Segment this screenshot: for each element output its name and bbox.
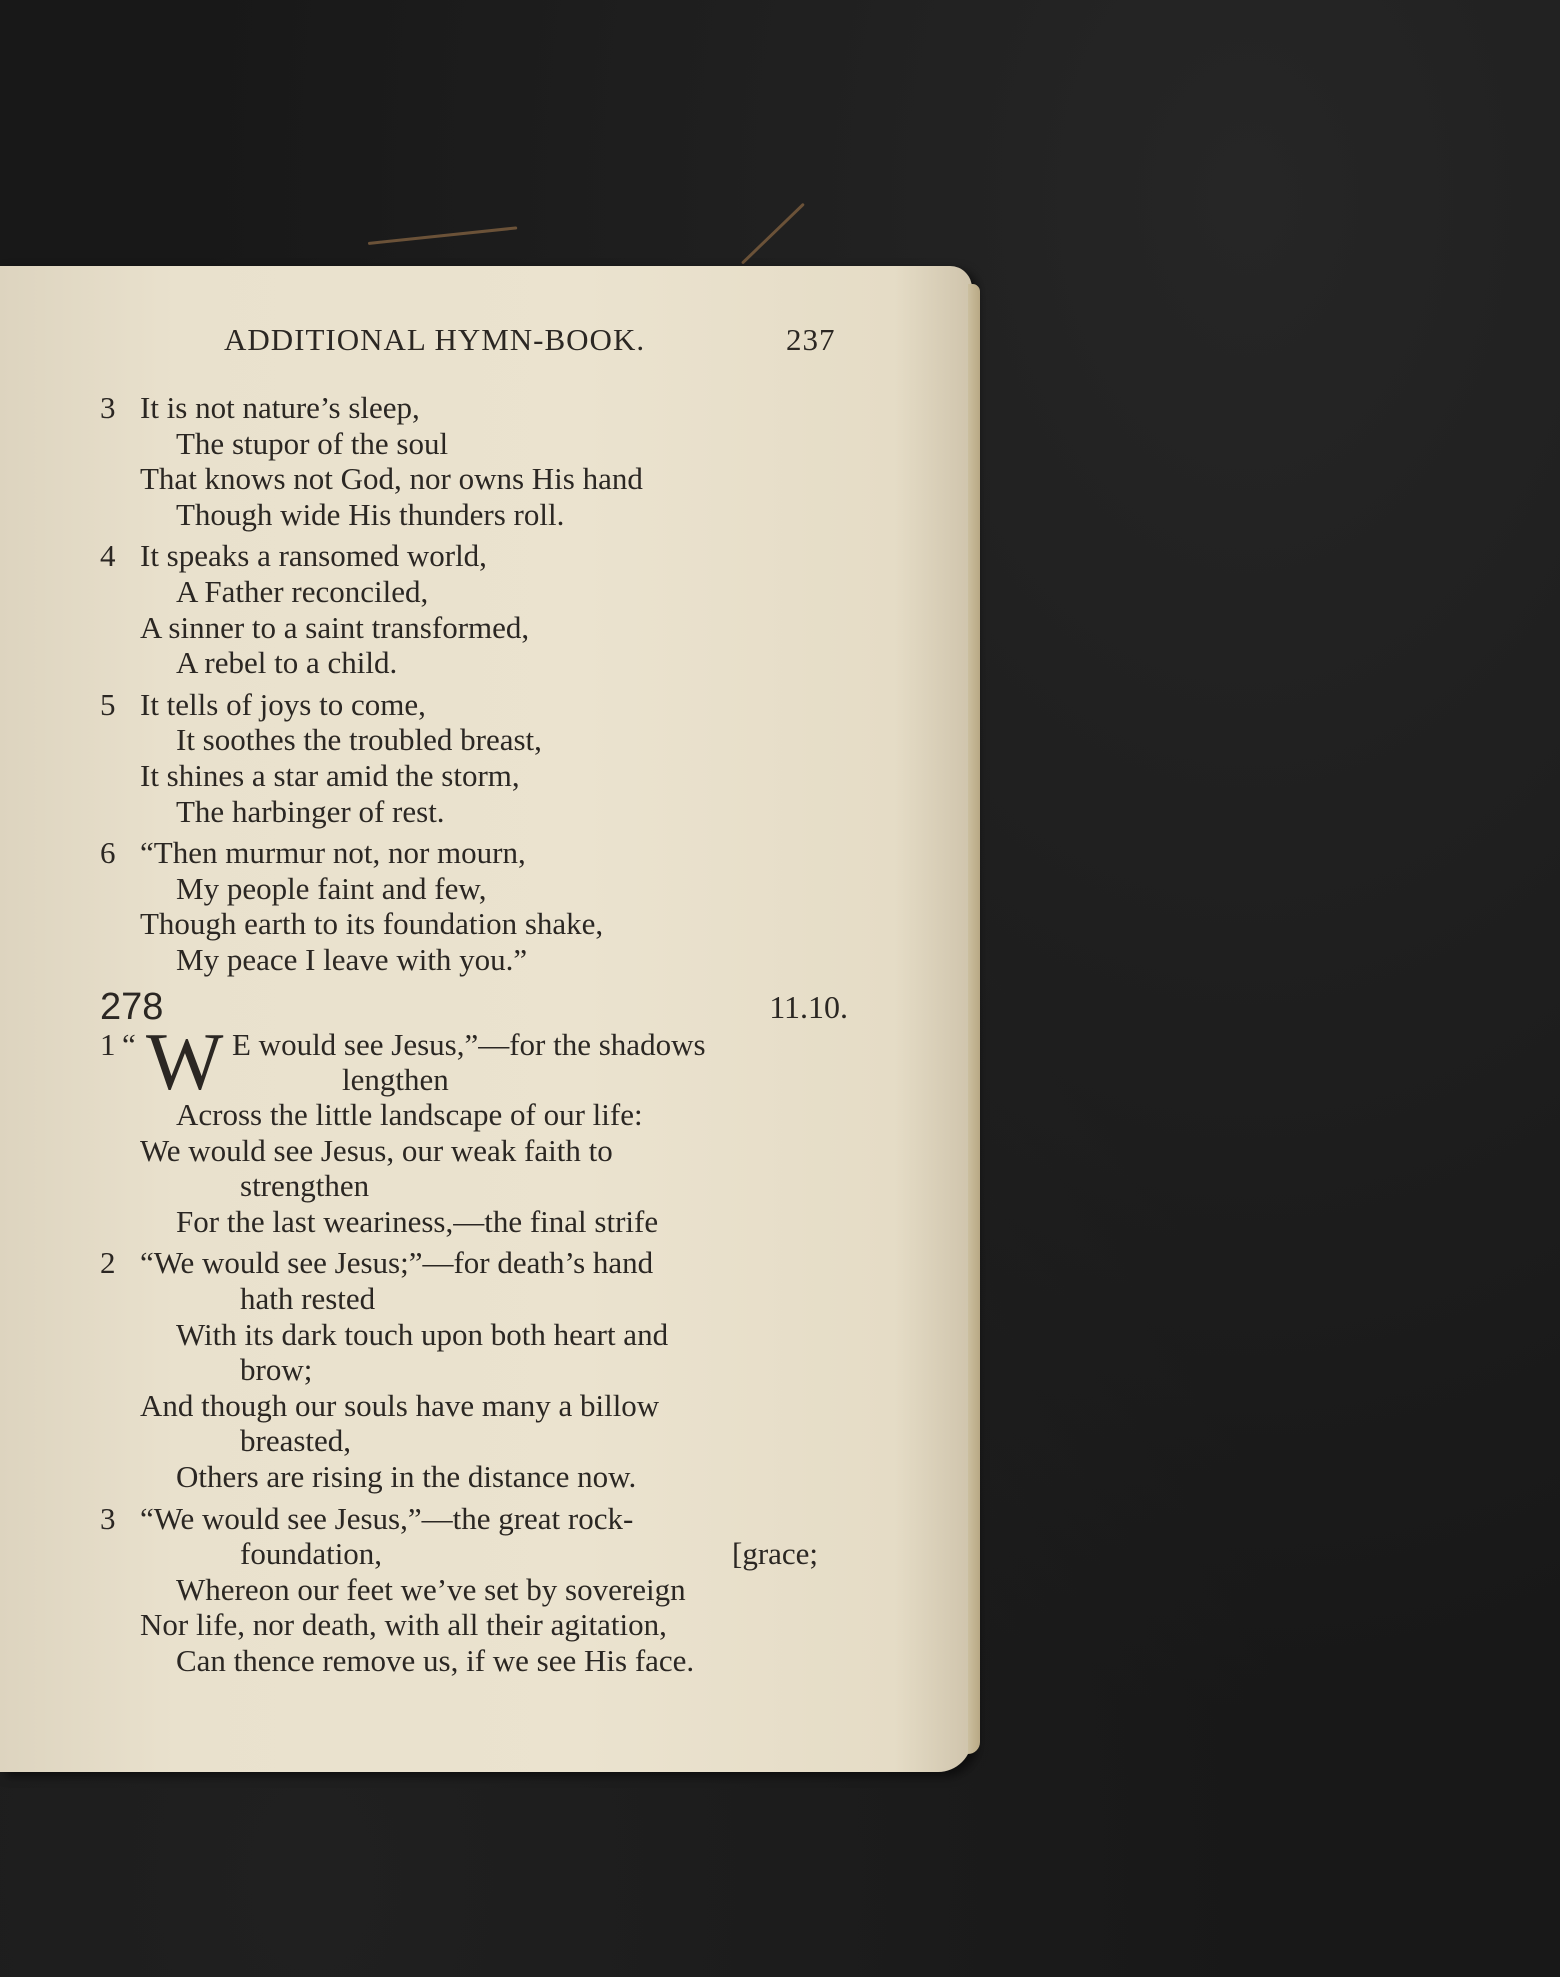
verse-6 [100,835,860,977]
verse-line-text: With its dark touch upon both heart and [176,1316,669,1352]
drop-cap: W [146,1016,224,1108]
verse-line [100,942,860,978]
verse-4 [100,538,860,680]
verse-line [100,1097,860,1133]
verse-line [100,645,860,681]
verse-line-text: The stupor of the soul [176,425,449,461]
page-number: 237 [786,322,836,357]
verse-line-text: “We would see Jesus;”—for death’s hand [140,1245,654,1281]
verse-line-text: It soothes the troubled breast, [176,722,542,758]
verse-line [100,1459,860,1495]
verse-line [100,610,860,646]
open-quote: “ [122,1027,136,1063]
verse-line-text: E would see Jesus,”—for the shadows [232,1027,706,1063]
verse-line-text: It speaks a ransomed world, [140,538,487,574]
verse-line-text: Though earth to its foundation shake, [140,906,604,942]
verse-line [100,1572,860,1608]
verse-line-text: “We would see Jesus,”—the great rock- [140,1500,634,1536]
verse-line-text: Though wide His thunders roll. [176,496,565,532]
verse-line-continuation: lengthen [342,1062,449,1098]
verse-line-text: Others are rising in the distance now. [176,1459,637,1495]
verse-line-text: Nor life, nor death, with all their agitation, [140,1607,667,1643]
hymn-278-verse-3 [100,1501,860,1679]
verse-line [100,835,860,871]
verse-line [100,758,860,794]
verse-number: 2 [100,1245,116,1281]
verse-number: 1 [100,1027,116,1063]
verse-line [100,722,860,758]
verse-5 [100,687,860,829]
verse-line-text: For the last weariness,—the final strife [176,1203,659,1239]
verse-line-text: Can thence remove us, if we see His face. [176,1643,695,1678]
verse-line-text: It is not nature’s sleep, [140,390,420,425]
verse-line-text: A Father reconciled, [176,573,429,609]
verse-line-continuation: brow; [240,1352,313,1388]
verse-line [100,1133,860,1169]
verse-number: 3 [100,1500,116,1536]
verse-line [100,574,860,610]
page-edge [968,284,980,1754]
verse-line-text: My people faint and few, [176,870,487,906]
verse-line-text: It shines a star amid the storm, [140,757,520,793]
verse-line [100,1281,860,1317]
verse-line [100,1607,860,1643]
verse-line [100,1501,860,1537]
verse-line [100,1388,860,1424]
verse-line [100,906,860,942]
hymn-278-verse-1 [100,1016,860,1239]
verse-line-text: My peace I leave with you.” [176,941,528,977]
verse-line-text: That knows not God, nor owns His hand [140,461,643,497]
verse-line-continuation: breasted, [240,1423,352,1459]
verse-line [100,497,860,533]
hymn-278-verse-2 [100,1245,860,1494]
verse-line-text: Across the little landscape of our life: [176,1097,643,1133]
running-title: ADDITIONAL HYMN-BOOK. [224,322,646,357]
hymn-meter: 11.10. [769,988,848,1025]
verse-line [100,1204,860,1240]
verse-number: 5 [100,686,116,722]
hymn-number: 278 [100,985,164,1028]
verse-line-text: We would see Jesus, our weak faith to [140,1132,613,1168]
verse-line [100,1245,860,1281]
verse-line [100,871,860,907]
verse-line [100,390,860,426]
verse-line-continuation: foundation, [240,1536,383,1572]
verse-line-text: Whereon our feet we’ve set by sovereign [176,1571,686,1607]
verse-line-text: The harbinger of rest. [176,793,445,829]
verse-line [100,1317,860,1353]
verse-number: 4 [100,538,116,574]
verse-line [100,461,860,497]
verse-line [100,426,860,462]
verse-number: 6 [100,835,116,871]
dropcap-line [100,1016,860,1108]
verse-number: 3 [100,390,116,425]
verse-line-text: A sinner to a saint transformed, [140,609,530,645]
verse-line-text: And though our souls have many a billow [140,1387,660,1423]
book-page [0,266,972,1772]
verse-line-text: A rebel to a child. [176,645,398,681]
verse-line-continuation: strengthen [240,1168,370,1204]
verse-line [100,794,860,830]
verse-line [100,538,860,574]
verse-line [100,1168,860,1204]
verse-line [100,1536,860,1572]
verse-line [100,1423,860,1459]
verse-3 [100,390,860,532]
verse-line-text: “Then murmur not, nor mourn, [140,835,526,871]
verse-line [100,687,860,723]
hymn-text [100,390,860,1685]
turnover-word: [grace; [732,1536,819,1572]
verse-line-text: It tells of joys to come, [140,686,426,722]
verse-line [100,1352,860,1388]
verse-line-continuation: hath rested [240,1281,376,1317]
verse-line [100,1643,860,1679]
